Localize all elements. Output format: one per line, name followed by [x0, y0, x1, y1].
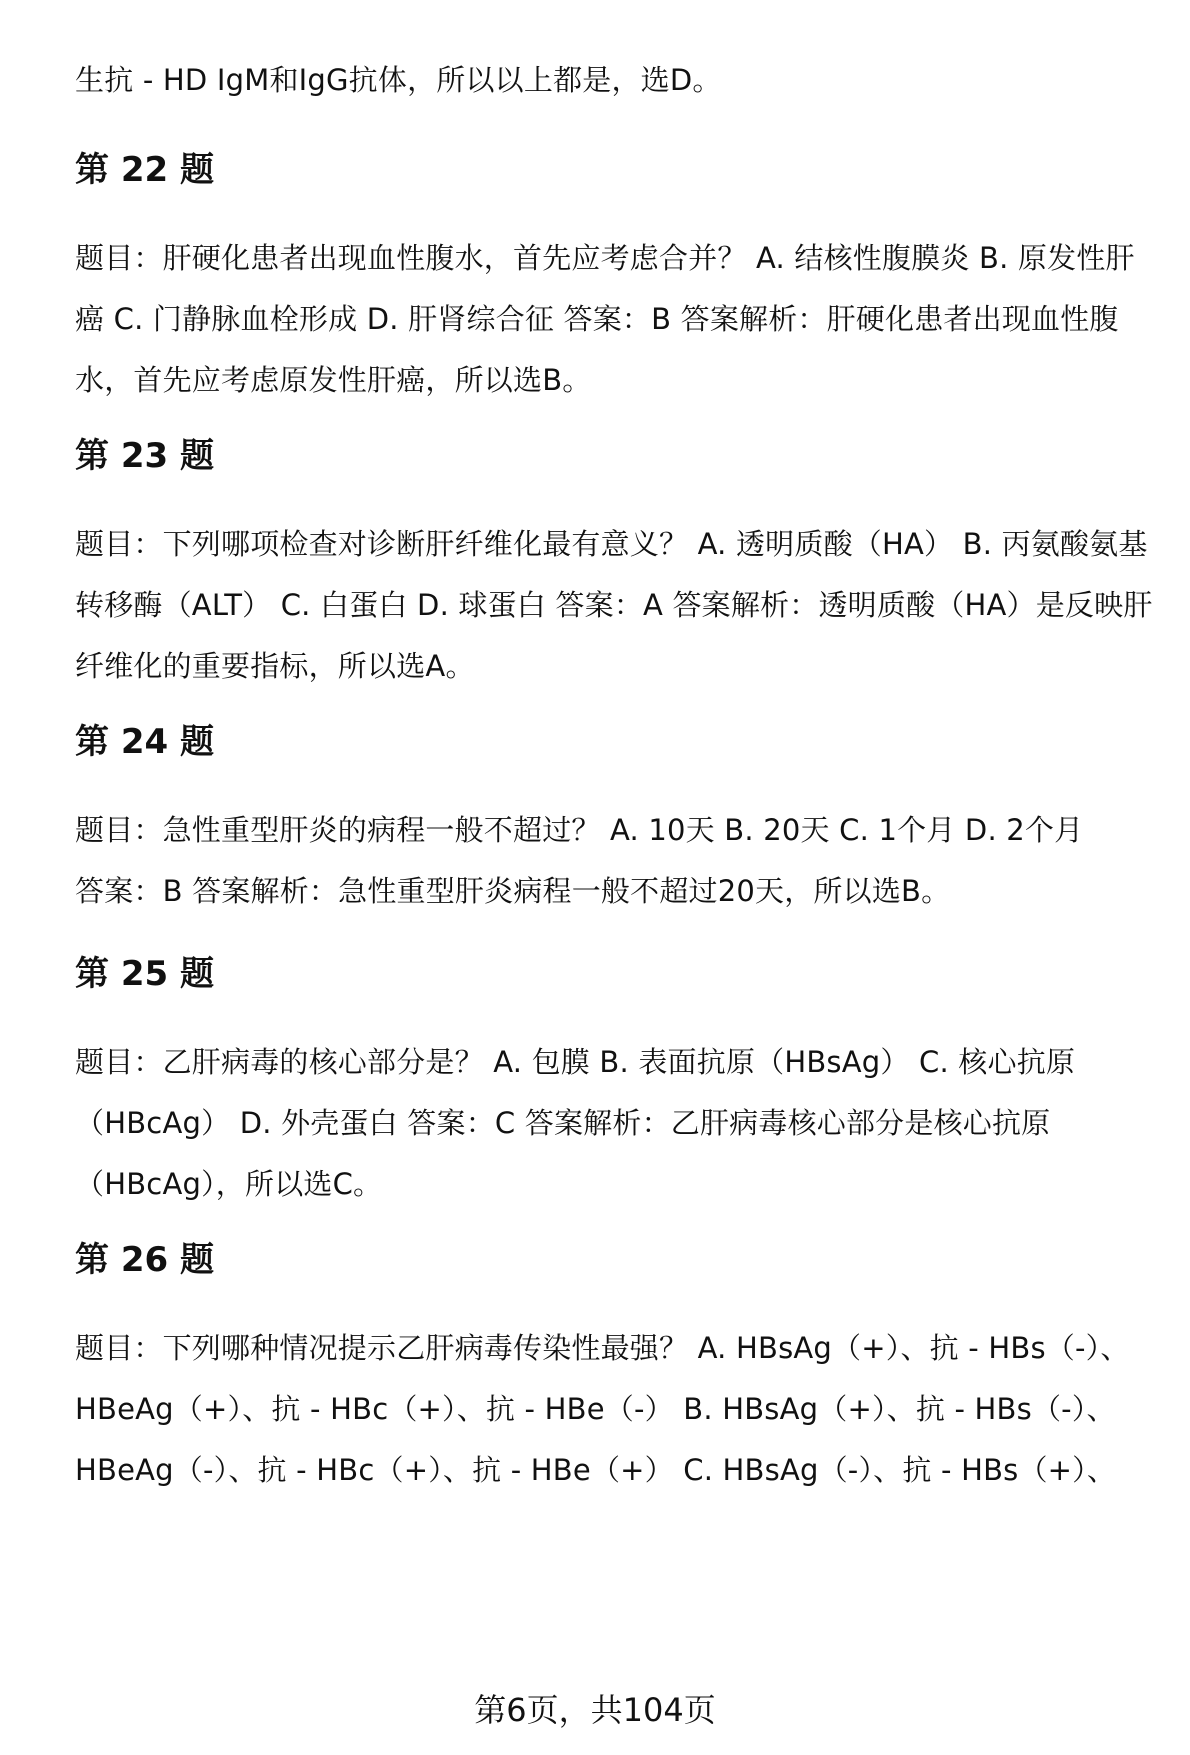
question-23-body: 题目：下列哪项检查对诊断肝纤维化最有意义？ A. 透明质酸（HA） B. 丙氨酸氨基转移酶（ALT） C. 白蛋白 D. 球蛋白 答案：A 答案解析：透明质酸（HA）是反映肝纤维化的重要指标，所以选A。: [75, 527, 1153, 683]
question-26-body: 题目：下列哪种情况提示乙肝病毒传染性最强？ A. HBsAg（+）、抗 - HBs（-）、HBeAg（+）、抗 - HBc（+）、抗 - HBe（-） B. HBsAg（+）、抗 - HBs（-）、HBeAg（-）、抗 - HBc（+）、抗 - HBe（+） C. HBsAg（-）、抗 - HBs（+）、: [75, 1331, 1130, 1487]
question-24-heading: 第 24 题: [75, 722, 214, 762]
question-22-body: 题目：肝硬化患者出现血性腹水，首先应考虑合并？ A. 结核性腹膜炎 B. 原发性肝癌 C. 门静脉血栓形成 D. 肝肾综合征 答案：B 答案解析：肝硬化患者出现血性腹水，首先应考虑原发性肝癌，所以选B。: [75, 241, 1135, 397]
intro-paragraph: 生抗 - HD IgM和IgG抗体，所以以上都是，选D。: [75, 63, 722, 97]
question-26-heading: 第 26 题: [75, 1240, 214, 1280]
page-footer: 第6页，共104页: [474, 1691, 716, 1729]
question-24-body: 题目：急性重型肝炎的病程一般不超过？ A. 10天 B. 20天 C. 1个月 D. 2个月 答案：B 答案解析：急性重型肝炎病程一般不超过20天，所以选B。: [75, 813, 1084, 908]
question-25-body: 题目：乙肝病毒的核心部分是？ A. 包膜 B. 表面抗原（HBsAg） C. 核心抗原（HBcAg） D. 外壳蛋白 答案：C 答案解析：乙肝病毒核心部分是核心抗原（HBcAg），所以选C。: [75, 1045, 1076, 1201]
question-23-heading: 第 23 题: [75, 436, 214, 476]
question-25-heading: 第 25 题: [75, 954, 214, 994]
question-22-heading: 第 22 题: [75, 150, 214, 190]
